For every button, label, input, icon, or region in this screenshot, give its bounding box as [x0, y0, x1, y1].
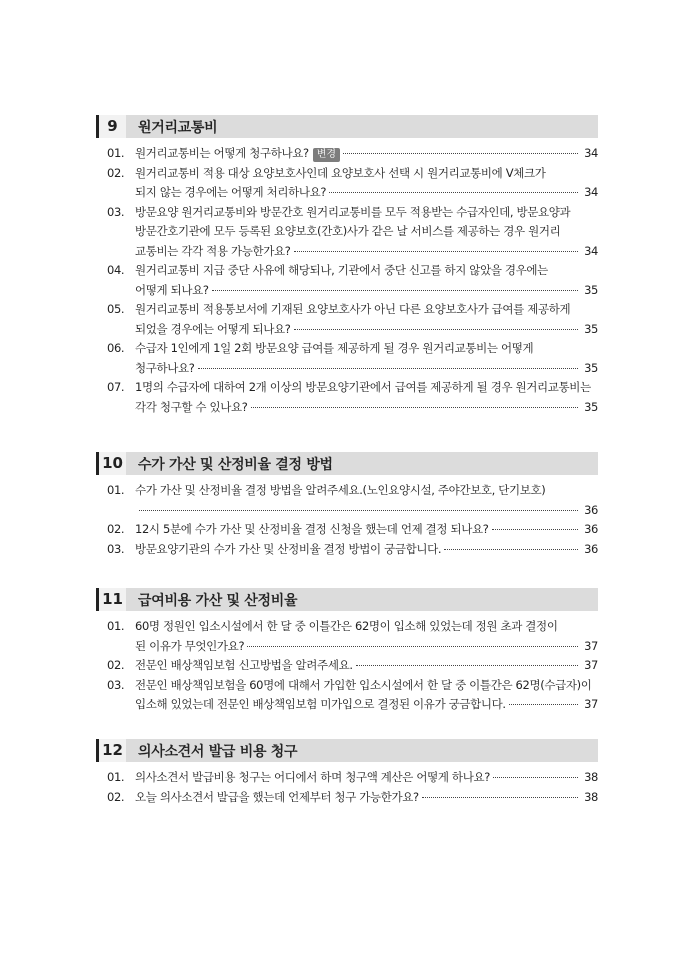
page-number: 36	[584, 522, 598, 536]
dot-leader	[198, 368, 578, 369]
toc-entry[interactable]	[96, 378, 598, 417]
entry-text-line: 되지 않는 경우에는 어떻게 처리하나요?	[135, 185, 327, 199]
dot-leader	[294, 329, 578, 330]
entry-number: 05.	[107, 302, 125, 316]
section-header	[96, 452, 598, 475]
entry-text-line: 방문요양 원거리교통비와 방문간호 원거리교통비를 모두 적용받는 수급자인데, 방문요양과	[135, 204, 571, 219]
dot-leader	[343, 153, 578, 154]
toc-entry[interactable]	[96, 261, 598, 300]
entry-text-line: 60명 정원인 입소시설에서 한 달 중 이틀간은 62명이 입소해 있었는데 정원 초과 결정이	[135, 619, 558, 633]
page-number: 35	[584, 360, 598, 375]
entry-text-line: 된 이유가 무엇인가요?	[135, 638, 245, 653]
entry-text-line: 전문인 배상책임보험을 60명에 대해서 가입한 입소시설에서 한 달 중 이틀간은 62명(수급자)이	[135, 677, 592, 692]
toc-entry[interactable]	[96, 300, 598, 339]
toc-entry[interactable]	[96, 540, 598, 560]
entry-text-line: 전문인 배상책임보험 신고방법을 알려주세요.	[135, 658, 353, 672]
entry-text-line: 원거리교통비 지급 중단 사유에 해당되나, 기관에서 중단 신고를 하지 않았을 경우에는	[135, 263, 548, 277]
dot-leader	[422, 797, 578, 798]
page-number: 36	[584, 541, 598, 556]
page-number: 38	[584, 770, 598, 784]
section-title: 의사소견서 발급 비용 청구	[138, 743, 298, 760]
dot-leader	[509, 704, 578, 705]
section-header	[96, 588, 598, 611]
dot-leader	[294, 251, 578, 252]
entry-number: 03.	[107, 204, 125, 219]
toc-section	[96, 588, 598, 715]
changed-badge: 변경	[313, 148, 340, 162]
entry-text-line: 12시 5분에 수가 가산 및 산정비율 결정 신청을 했는데 언제 결정 되나요?	[135, 522, 489, 536]
toc-entry[interactable]	[96, 481, 598, 520]
dot-leader	[493, 777, 578, 778]
dot-leader	[444, 549, 578, 550]
entry-number: 04.	[107, 263, 125, 277]
entry-text-line: 어떻게 되나요?	[135, 282, 209, 297]
toc-entry[interactable]	[96, 164, 598, 203]
toc-entry[interactable]	[96, 676, 598, 715]
entry-number: 02.	[107, 522, 125, 536]
dot-leader	[139, 510, 578, 511]
section-number: 12	[96, 739, 126, 762]
page-number: 34	[584, 146, 598, 160]
entry-number: 02.	[107, 165, 125, 180]
entry-text-line: 1명의 수급자에 대하여 2개 이상의 방문요양기관에서 급여를 제공하게 될 경우 원거리교통비는	[135, 380, 591, 394]
toc-entry[interactable]	[96, 788, 598, 808]
page-number: 38	[584, 789, 598, 804]
entry-text-line: 의사소견서 발급비용 청구는 어디에서 하며 청구액 계산은 어떻게 하나요?	[135, 770, 490, 784]
entry-number: 01.	[107, 483, 125, 497]
dot-leader	[356, 665, 578, 666]
section-title: 원거리교통비	[138, 119, 218, 136]
dot-leader	[251, 407, 578, 408]
toc-entry[interactable]	[96, 339, 598, 378]
entry-text-line: 원거리교통비는 어떻게 청구하나요?	[135, 146, 309, 160]
page-number: 36	[584, 502, 598, 517]
entry-text-line: 입소해 있었는데 전문인 배상책임보험 미가입으로 결정된 이유가 궁금합니다.	[135, 697, 506, 711]
section-header	[96, 115, 598, 138]
page-number: 35	[584, 399, 598, 414]
section-title: 급여비용 가산 및 산정비율	[138, 592, 298, 609]
toc-section	[96, 115, 598, 417]
entry-number: 01.	[107, 146, 125, 160]
toc-section	[96, 452, 598, 559]
entry-text-line: 수가 가산 및 산정비율 결정 방법을 알려주세요.(노인요양시설, 주야간보호, 단기보호)	[135, 483, 546, 497]
entry-number: 02.	[107, 658, 125, 672]
entry-text-line: 방문요양기관의 수가 가산 및 산정비율 결정 방법이 궁금합니다.	[135, 541, 442, 556]
page-number: 34	[584, 243, 598, 258]
entry-text-line: 되었을 경우에는 어떻게 되나요?	[135, 321, 291, 336]
entry-number: 07.	[107, 380, 125, 394]
section-number: 9	[96, 115, 126, 138]
entry-number: 02.	[107, 789, 125, 804]
entry-text-line: 원거리교통비 적용 대상 요양보호사인데 요양보호사 선택 시 원거리교통비에 V체크가	[135, 165, 546, 180]
toc-entry[interactable]	[96, 520, 598, 540]
dot-leader	[247, 646, 578, 647]
entry-text-line: 수급자 1인에게 1일 2회 방문요양 급여를 제공하게 될 경우 원거리교통비는 어떻게	[135, 341, 534, 355]
entry-text-line: 오늘 의사소견서 발급을 했는데 언제부터 청구 가능한가요?	[135, 789, 419, 804]
toc-entry[interactable]	[96, 144, 598, 164]
toc-entry[interactable]	[96, 656, 598, 676]
entry-text-line: 방문간호기관에 모두 등록된 요양보호(간호)사가 같은 날 서비스를 제공하는 경우 원거리	[135, 224, 561, 238]
page-number: 35	[584, 282, 598, 297]
entry-number: 01.	[107, 619, 125, 633]
dot-leader	[329, 192, 578, 193]
toc-entry[interactable]	[96, 617, 598, 656]
entry-number: 06.	[107, 341, 125, 355]
toc-entry[interactable]	[96, 203, 598, 262]
section-title: 수가 가산 및 산정비율 결정 방법	[138, 456, 333, 473]
entry-text-line: 청구하나요?	[135, 360, 195, 375]
section-header	[96, 739, 598, 762]
section-number: 11	[96, 588, 126, 611]
entry-number: 03.	[107, 541, 125, 556]
page-number: 37	[584, 658, 598, 672]
page-number: 35	[584, 321, 598, 336]
dot-leader	[212, 290, 578, 291]
entry-number: 03.	[107, 677, 125, 692]
toc-section	[96, 739, 598, 807]
page-number: 37	[584, 638, 598, 653]
entry-text-line: 원거리교통비 적용통보서에 기재된 요양보호사가 아닌 다른 요양보호사가 급여를 제공하게	[135, 302, 571, 316]
dot-leader	[492, 529, 578, 530]
entry-text-line: 교통비는 각각 적용 가능한가요?	[135, 243, 291, 258]
toc-entry[interactable]	[96, 768, 598, 788]
entry-text-line: 각각 청구할 수 있나요?	[135, 399, 248, 414]
entry-number: 01.	[107, 770, 125, 784]
section-number: 10	[96, 452, 126, 475]
page-number: 34	[584, 185, 598, 199]
page-number: 37	[584, 697, 598, 711]
